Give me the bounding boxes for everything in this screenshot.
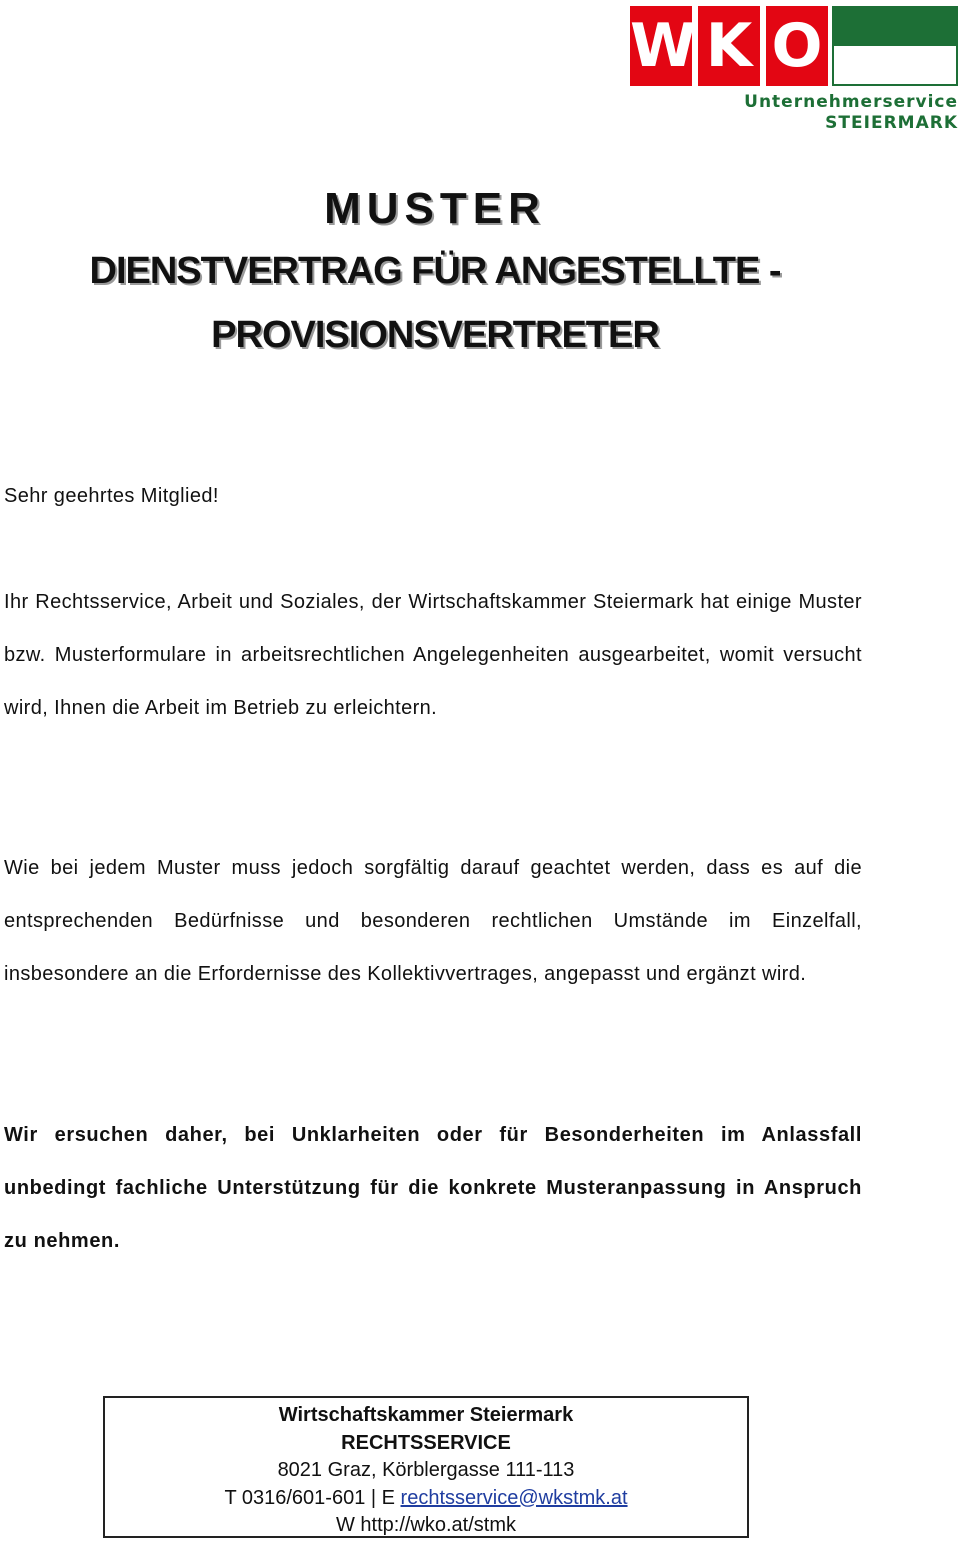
logo-subtitle-unternehmerservice: Unternehmerservice	[744, 92, 958, 112]
contact-box	[103, 1396, 749, 1538]
wko-logo	[630, 6, 960, 132]
styria-flag-icon	[832, 6, 958, 86]
paragraph-support: Wir ersuchen daher, bei Unklarheiten oder für Besonderheiten im Anlassfall unbedingt fachliche Unterstützung für die konkrete Musteranpassung in Anspruch zu nehmen.	[4, 1124, 862, 1252]
paragraph-intro: Ihr Rechtsservice, Arbeit und Soziales, der Wirtschaftskammer Steiermark hat einige Muster bzw. Musterformulare in arbeitsrechtlichen Angelegenheiten ausgearbeitet, womit versucht wird, Ihnen die Arbeit im Betrieb zu erleichtern.	[4, 591, 862, 719]
contact-org: Wirtschaftskammer Steiermark	[278, 1404, 574, 1426]
logo-letter-o: O	[766, 6, 828, 86]
title-dienstvertrag: DIENSTVERTRAG FÜR ANGESTELLTE -	[89, 250, 781, 292]
contact-dept: RECHTSSERVICE	[341, 1431, 511, 1454]
contact-phone-email-line	[105, 1485, 747, 1513]
contact-web[interactable]: W http://wko.at/stmk	[335, 1514, 517, 1536]
contact-address: 8021 Graz, Körblergasse 111-113	[277, 1459, 575, 1481]
logo-letter-k: K	[698, 6, 760, 86]
paragraph-caution: Wie bei jedem Muster muss jedoch sorgfältig darauf geachtet werden, dass es auf die entsprechenden Bedürfnisse und besonderen rechtlichen Umstände im Einzelfall, insbesondere an die Erfordernisse des Kollektivvertrages, angepasst und ergänzt wird.	[4, 857, 862, 985]
logo-subtitle-steiermark: STEIERMARK	[825, 113, 958, 133]
contact-phone: T 0316/601-601 | E	[224, 1486, 395, 1509]
flag-green-stripe	[834, 8, 956, 46]
title-provisionsvertreter: PROVISIONSVERTRETER	[211, 314, 659, 356]
greeting: Sehr geehrtes Mitglied!	[4, 485, 219, 507]
email-link[interactable]: rechtsservice@wkstmk.at	[400, 1486, 628, 1509]
logo-letter-w: W	[630, 6, 692, 86]
title-muster: MUSTER	[324, 184, 546, 233]
